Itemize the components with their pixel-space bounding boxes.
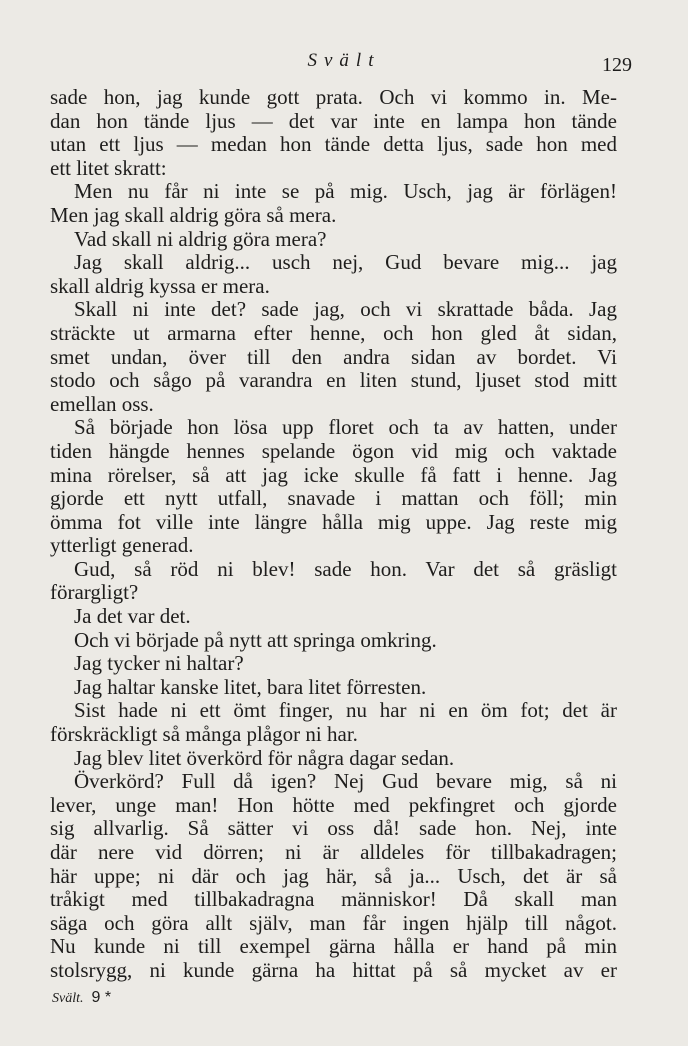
text-line: gjorde ett nytt utfall, snavade i mattan och föll; min (50, 486, 617, 511)
text-line: tråkigt med tillbakadragna människor! Då skall man (50, 887, 617, 912)
text-line: Sist hade ni ett ömt finger, nu har ni en öm fot; det är (74, 698, 617, 723)
text-line: Vad skall ni aldrig göra mera? (74, 226, 327, 251)
text-line: Och vi började på nytt att springa omkring. (74, 627, 437, 652)
text-line: Men nu får ni inte se på mig. Usch, jag är förlägen! (74, 179, 617, 204)
text-line: dan hon tände ljus — det var inte en lampa hon tände (50, 108, 617, 133)
text-line: säga och göra allt själv, man får ingen hjälp till något. (50, 910, 617, 935)
text-line: här uppe; ni där och jag här, så ja... Usch, det är så (50, 863, 617, 888)
text-line: skall aldrig kyssa er mera. (50, 273, 270, 298)
text-line: emellan oss. (50, 391, 154, 416)
text-line: sade hon, jag kunde gott prata. Och vi kommo in. Me- (50, 85, 617, 109)
text-line: förargligt? (50, 580, 139, 605)
text-line: Gud, så röd ni blev! sade hon. Var det så gräsligt (74, 556, 617, 581)
text-line: mina rörelser, så att jag icke skulle få fatt i henne. Jag (50, 462, 617, 487)
text-line: stodo och sågo på varandra en liten stund, ljuset stod mitt (50, 368, 617, 393)
running-title: Svält (307, 50, 381, 71)
text-line: lever, unge man! Hon hötte med pekfingret och gjorde (50, 792, 617, 817)
text-line: sträckte ut armarna efter henne, och hon gled åt sidan, (50, 320, 617, 345)
body-text (50, 86, 617, 983)
text-line: Men jag skall aldrig göra så mera. (50, 202, 337, 227)
text-line: smet undan, över till den andra sidan av bordet. Vi (50, 344, 617, 369)
text-line: Överkörd? Full då igen? Nej Gud bevare mig, så ni (74, 769, 617, 794)
signature-mark: 9 * (91, 989, 112, 1006)
signature-title: Svält. (52, 991, 84, 1006)
text-line: Skall ni inte det? sade jag, och vi skrattade båda. Jag (74, 297, 617, 322)
page-number: 129 (602, 54, 632, 76)
text-line: utan ett ljus — medan hon tände detta ljus, sade hon med (50, 132, 617, 157)
text-line: ömma fot ville inte längre hålla mig uppe. Jag reste mig (50, 509, 617, 534)
printer-signature (52, 987, 111, 1010)
text-line: Jag tycker ni haltar? (74, 651, 244, 676)
text-line: Nu kunde ni till exempel gärna hålla er hand på min (50, 934, 617, 959)
text-line: förskräckligt så många plågor ni har. (50, 722, 358, 747)
text-line: stolsrygg, ni kunde gärna ha hittat på så mycket av er (50, 957, 617, 982)
text-line: tiden hängde hennes spelande ögon vid mig och vaktade (50, 438, 617, 463)
text-line: Ja det var det. (74, 604, 191, 629)
text-line: ytterligt generad. (50, 533, 194, 558)
text-line: ett litet skratt: (50, 155, 167, 180)
text-line: Så började hon lösa upp floret och ta av hatten, under (74, 415, 617, 440)
text-line: Jag blev litet överkörd för några dagar sedan. (74, 745, 455, 770)
text-line: Jag skall aldrig... usch nej, Gud bevare mig... jag (74, 250, 617, 275)
text-line: sig allvarlig. Så sätter vi oss då! sade hon. Nej, inte (50, 816, 617, 841)
text-line: Jag haltar kanske litet, bara litet förresten. (74, 674, 427, 699)
text-line: där nere vid dörren; ni är alldeles för tillbakadragen; (50, 840, 617, 864)
